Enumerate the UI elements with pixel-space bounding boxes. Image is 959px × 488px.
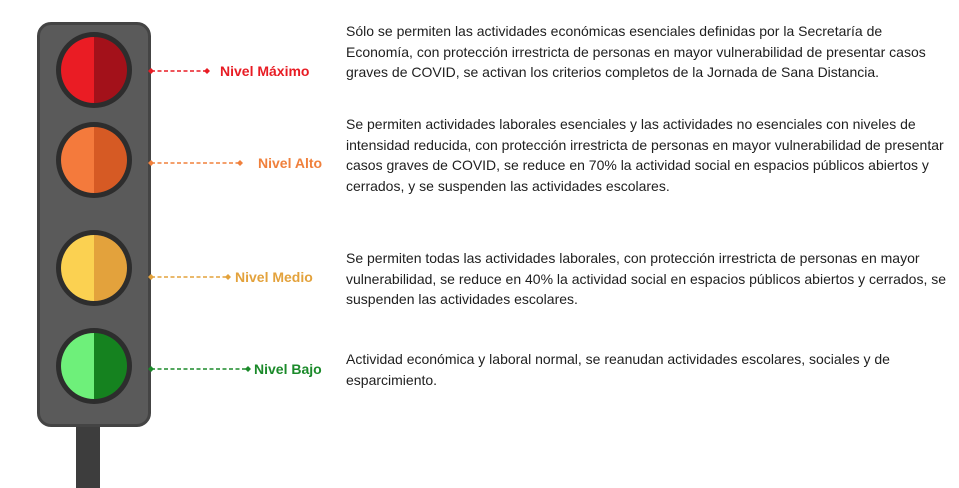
yellow-light xyxy=(56,230,132,306)
connector-nivel-alto xyxy=(148,157,246,169)
description-nivel-maximo: Sólo se permiten las actividades económicas esenciales definidas por la Secretaría de Economía, con protección irrestricta de personas en mayor vulnerabilidad de presentar casos graves de COVID, se activan los criterios completos de la Jornada de Sana Distancia. xyxy=(346,23,926,80)
connector-nivel-maximo xyxy=(148,65,212,77)
level-label-bajo: Nivel Bajo xyxy=(254,361,322,377)
green-light xyxy=(56,328,132,404)
red-light xyxy=(56,32,132,108)
level-label-medio: Nivel Medio xyxy=(235,269,313,285)
orange-light-lens xyxy=(61,127,127,193)
connector-nivel-bajo xyxy=(148,363,254,375)
yellow-light-lens xyxy=(61,235,127,301)
traffic-light-pole xyxy=(76,425,100,488)
red-light-lens xyxy=(61,37,127,103)
description-nivel-alto: Se permiten actividades laborales esenciales y las actividades no esenciales con niveles de intensidad reducida, con protección irrestricta de personas en mayor vulnerabilidad de presentar casos graves de COVID, se reduce en 70% la actividad social en espacios públicos abiertos y cerrados, y se suspenden las actividades escolares. xyxy=(346,116,944,194)
level-label-maximo: Nivel Máximo xyxy=(220,63,310,79)
connector-nivel-medio xyxy=(148,271,234,283)
level-label-alto: Nivel Alto xyxy=(258,155,323,171)
orange-light xyxy=(56,122,132,198)
description-nivel-bajo: Actividad económica y laboral normal, se reanudan actividades escolares, sociales y de esparcimiento. xyxy=(346,351,890,388)
green-light-lens xyxy=(61,333,127,399)
description-nivel-medio: Se permiten todas las actividades laborales, con protección irrestricta de personas en mayor vulnerabilidad, se reduce en 40% la actividad social en espacios públicos abiertos y cerrados, se suspenden las actividades escolares. xyxy=(346,250,947,307)
